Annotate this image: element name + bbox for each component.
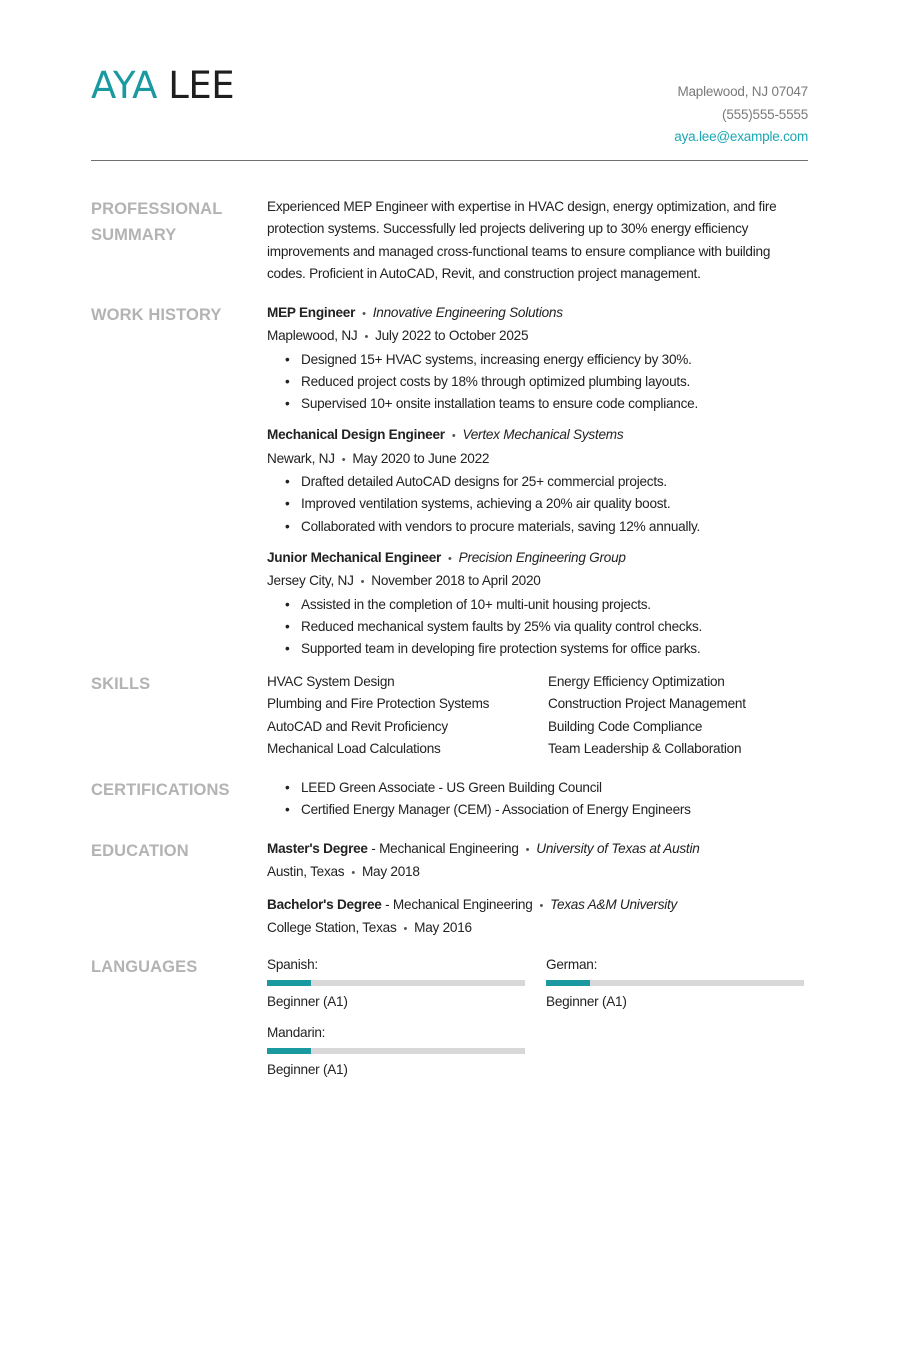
job-bullet: • Collaborated with vendors to procure materials, saving 12% annually. <box>301 516 808 538</box>
job-location: Jersey City, NJ <box>267 573 354 589</box>
job-title: MEP Engineer <box>267 305 356 320</box>
language-proficiency-fill <box>546 980 590 986</box>
school-location: Austin, Texas <box>267 864 345 880</box>
school-location: College Station, Texas <box>267 919 397 935</box>
job-dates: May 2020 to June 2022 <box>352 450 490 466</box>
skill-item: Energy Efficiency Optimization <box>548 674 725 689</box>
skill-item: HVAC System Design <box>267 674 395 689</box>
skill-item: AutoCAD and Revit Proficiency <box>267 718 448 734</box>
language-name: Spanish: <box>267 957 318 972</box>
job-entry: Junior Mechanical Engineer • Precision Engineering Group Jersey City, NJ • November 2018 to April 2020 • Assisted in the completion of 10+ multi-unit housing projects. • Reduced mechanical system faults by 25% via quality control checks. • Supported team in developing fire protection systems for office parks. <box>267 547 808 660</box>
certification-item: • LEED Green Associate - US Green Building Council <box>301 777 808 799</box>
email-link[interactable]: aya.lee@example.com <box>674 129 808 144</box>
address: Maplewood, NJ 07047 <box>677 84 808 99</box>
job-bullet: • Reduced project costs by 18% through optimized plumbing layouts. <box>301 371 808 393</box>
phone: (555)555-5555 <box>722 106 808 122</box>
summary-text: Experienced MEP Engineer with expertise in HVAC design, energy optimization, and fire protection systems. Successfully led projects delivering up to 30% energy efficiency improvements and managed cross-functional teams to ensure compliance with building codes. Proficient in AutoCAD, Revit, and construction project management. <box>267 199 777 281</box>
job-bullet: • Designed 15+ HVAC systems, increasing energy efficiency by 30%. <box>301 349 808 371</box>
job-location: Newark, NJ <box>267 450 335 466</box>
school: Texas A&M University <box>550 896 678 912</box>
first-name: AYA <box>91 64 157 107</box>
job-bullet: • Supervised 10+ onsite installation teams to ensure code compliance. <box>301 393 808 415</box>
job-title: Mechanical Design Engineer <box>267 427 445 443</box>
skills-list <box>267 671 808 760</box>
job-company: Precision Engineering Group <box>458 549 626 565</box>
language-level: Beginner (A1) <box>267 1061 348 1077</box>
job-bullets <box>267 471 808 538</box>
skill-item: Plumbing and Fire Protection Systems <box>267 696 490 712</box>
job-entry: MEP Engineer • Innovative Engineering Solutions Maplewood, NJ • July 2022 to October 2025 • Designed 15+ HVAC systems, increasing energy efficiency by 30%. • Reduced project costs by 18% through optimized plumbing layouts. • Supervised 10+ onsite installation teams to ensure code compliance. <box>267 302 808 415</box>
language-name: German: <box>546 957 598 972</box>
job-dates: November 2018 to April 2020 <box>371 573 541 589</box>
graduation-date: May 2016 <box>414 919 472 935</box>
language-name: Mandarin: <box>267 1024 326 1040</box>
graduation-date: May 2018 <box>361 864 420 880</box>
job-bullet: • Improved ventilation systems, achieving a 20% air quality boost. <box>301 493 808 515</box>
candidate-name <box>91 64 234 108</box>
skill-item: Building Code Compliance <box>548 718 703 734</box>
degree: Master's Degree <box>267 841 368 856</box>
job-title: Junior Mechanical Engineer <box>267 549 442 565</box>
job-entry: Mechanical Design Engineer • Vertex Mechanical Systems Newark, NJ • May 2020 to June 2022 • Drafted detailed AutoCAD designs for 25+ commercial projects. • Improved ventilation systems, achieving a 20% air quality boost. • Collaborated with vendors to procure materials, saving 12% annually. <box>267 424 808 537</box>
education-entry: Bachelor's Degree - Mechanical Engineering • Texas A&M University College Station, Texas • May 2016 <box>267 896 678 935</box>
section-title-summary: PROFESSIONAL SUMMARY <box>91 200 223 244</box>
language-proficiency-fill <box>267 980 311 986</box>
job-bullet: • Assisted in the completion of 10+ multi-unit housing projects. <box>301 594 808 616</box>
language-item <box>546 954 804 1014</box>
section-title-education: EDUCATION <box>91 842 189 860</box>
skill-item: Team Leadership & Collaboration <box>548 740 742 756</box>
language-level: Beginner (A1) <box>546 994 627 1010</box>
job-bullets <box>267 349 808 416</box>
job-bullet: • Supported team in developing fire protection systems for office parks. <box>301 638 808 660</box>
section-title-languages: LANGUAGES <box>91 958 198 976</box>
language-proficiency-fill <box>267 1048 311 1054</box>
section-title-work-history: WORK HISTORY <box>91 306 222 324</box>
contact-info <box>674 81 808 149</box>
section-title-skills: SKILLS <box>91 675 151 693</box>
job-bullet: • Drafted detailed AutoCAD designs for 25+ commercial projects. <box>301 471 808 493</box>
job-company: Innovative Engineering Solutions <box>372 305 563 320</box>
school: University of Texas at Austin <box>536 841 700 856</box>
job-bullets <box>267 594 808 661</box>
language-list <box>267 954 808 1081</box>
last-name: LEE <box>168 64 235 107</box>
resume-header <box>91 58 808 161</box>
skill-item: Construction Project Management <box>548 696 746 712</box>
education-entry: Master's Degree - Mechanical Engineering • University of Texas at Austin Austin, Texas • May 2018 <box>267 841 700 880</box>
language-proficiency-bar <box>267 980 525 986</box>
language-proficiency-bar <box>546 980 804 986</box>
job-company: Vertex Mechanical Systems <box>462 427 624 443</box>
certification-list <box>267 777 808 822</box>
section-title-certifications: CERTIFICATIONS <box>91 781 230 799</box>
language-item <box>267 1022 525 1082</box>
language-item <box>267 954 525 1014</box>
language-proficiency-bar <box>267 1048 525 1054</box>
job-bullet: • Reduced mechanical system faults by 25% via quality control checks. <box>301 616 808 638</box>
degree-field: - Mechanical Engineering <box>385 896 533 912</box>
skill-item: Mechanical Load Calculations <box>267 740 441 756</box>
language-level: Beginner (A1) <box>267 994 348 1010</box>
degree: Bachelor's Degree <box>267 896 382 912</box>
job-dates: July 2022 to October 2025 <box>375 328 529 344</box>
job-location: Maplewood, NJ <box>267 328 358 344</box>
degree-field: - Mechanical Engineering <box>371 841 519 856</box>
certification-item: • Certified Energy Manager (CEM) - Association of Energy Engineers <box>301 799 808 821</box>
